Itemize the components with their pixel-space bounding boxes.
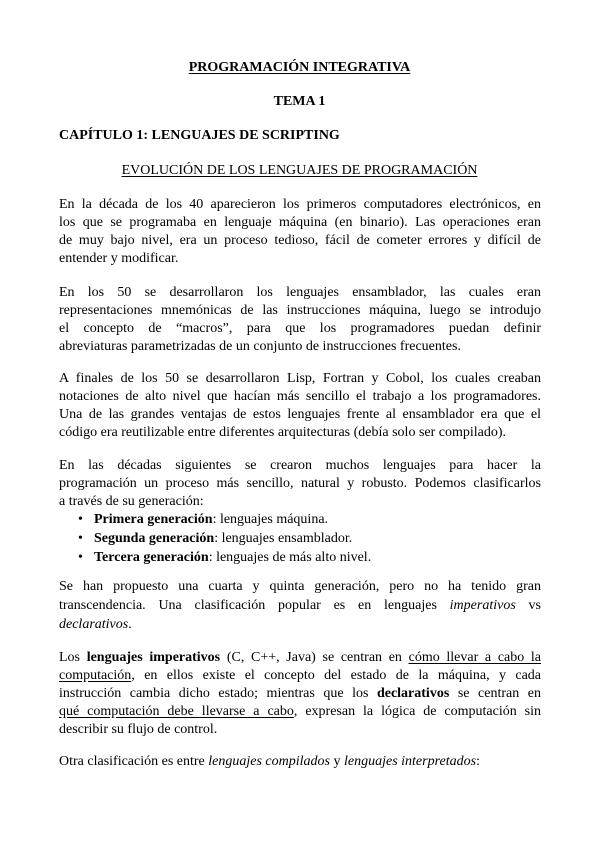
paragraph-line: instrucción cambia dicho estado; mientras que los declarativos se centran en — [59, 686, 541, 701]
list-item — [78, 548, 538, 567]
paragraph-line: declarativos. — [59, 617, 132, 632]
list-item-term: Tercera generación — [94, 550, 209, 565]
list-item — [78, 529, 538, 548]
paragraph-line: Otra clasificación es entre lenguajes compilados y lenguajes interpretados: — [59, 754, 480, 769]
paragraph-line: computación, en ellos existe el concepto del estado de la máquina, y cada — [59, 668, 541, 683]
list-item-term: Primera generación — [94, 512, 213, 527]
list-item-desc: : lenguajes máquina. — [212, 512, 329, 527]
bullet-icon: • — [78, 512, 83, 527]
paragraph-line: transcendencia. Una clasificación popular es en lenguajes imperativos vs — [59, 598, 542, 613]
emphasis: declarativos — [59, 617, 129, 632]
paragraph-line: representaciones mnemónicas de las instrucciones máquina, luego se introdujo — [59, 303, 541, 318]
bold-term: declarativos — [376, 686, 450, 701]
paragraph-line: notaciones de alto nivel que hacían más sencillo el trabajo a los programadores. — [59, 389, 541, 404]
paragraph-line: código era reutilizable entre diferentes arquitecturas (debía solo ser compilado). — [59, 425, 507, 440]
paragraph-1 — [59, 196, 541, 268]
paragraph-line: Los lenguajes imperativos (C, C++, Java) se centran en cómo llevar a cabo la — [59, 650, 542, 665]
paragraph-line: qué computación debe llevarse a cabo, expresan la lógica de computación sin — [59, 704, 541, 719]
paragraph-line: En las décadas siguientes se crearon muchos lenguajes para hacer la — [59, 458, 541, 473]
paragraph-line: En la década de los 40 aparecieron los primeros computadores electrónicos, en — [59, 197, 541, 212]
list-item-desc: : lenguajes ensamblador. — [214, 531, 353, 546]
generation-list — [78, 510, 538, 567]
paragraph-line: los que se programaba en lenguaje máquina (en binario). Las operaciones eran — [59, 215, 541, 230]
list-item — [78, 510, 538, 529]
underlined-phrase: cómo llevar a cabo la — [408, 650, 542, 665]
paragraph-4 — [59, 457, 541, 511]
paragraph-line: Se han propuesto una cuarta y quinta generación, pero no ha tenido gran — [59, 579, 541, 594]
paragraph-line: describir su flujo de control. — [59, 722, 218, 737]
underlined-phrase: computación — [59, 668, 132, 683]
paragraph-line: el concepto de “macros”, para que los programadores puedan definir — [59, 321, 541, 336]
topic-title: TEMA 1 — [273, 94, 326, 109]
chapter-title: CAPÍTULO 1: LENGUAJES DE SCRIPTING — [59, 128, 340, 143]
paragraph-line: a través de su generación: — [59, 494, 204, 509]
bold-term: lenguajes imperativos — [86, 650, 221, 665]
underlined-phrase: qué computación debe llevarse a cabo — [59, 704, 294, 719]
paragraph-line: abreviaturas parametrizadas de un conjunto de instrucciones frecuentes. — [59, 339, 461, 354]
bullet-icon: • — [78, 550, 83, 565]
paragraph-7 — [59, 753, 541, 771]
paragraph-line: Una de las grandes ventajas de estos lenguajes frente al ensamblador era que el — [59, 407, 541, 422]
course-title: PROGRAMACIÓN INTEGRATIVA — [188, 60, 411, 75]
paragraph-line: de muy bajo nivel, era un proceso tedioso, fácil de cometer errores y difícil de — [59, 233, 541, 248]
paragraph-6 — [59, 649, 541, 739]
list-item-term: Segunda generación — [94, 531, 215, 546]
paragraph-3 — [59, 370, 541, 442]
emphasis: lenguajes compilados — [208, 754, 330, 769]
bullet-icon: • — [78, 531, 83, 546]
paragraph-line: En los 50 se desarrollaron los lenguajes ensamblador, las cuales eran — [59, 285, 541, 300]
emphasis: lenguajes interpretados — [343, 754, 477, 769]
paragraph-2 — [59, 284, 541, 356]
emphasis: imperativos — [449, 598, 516, 613]
section-title: EVOLUCIÓN DE LOS LENGUAJES DE PROGRAMACIÓN — [121, 163, 478, 178]
paragraph-5 — [59, 577, 541, 634]
list-item-desc: : lenguajes de más alto nivel. — [208, 550, 372, 565]
paragraph-line: A finales de los 50 se desarrollaron Lisp, Fortran y Cobol, los cuales creaban — [59, 371, 541, 386]
paragraph-line: programación un proceso más sencillo, natural y robusto. Podemos clasificarlos — [59, 476, 541, 491]
paragraph-line: entender y modificar. — [59, 251, 179, 266]
